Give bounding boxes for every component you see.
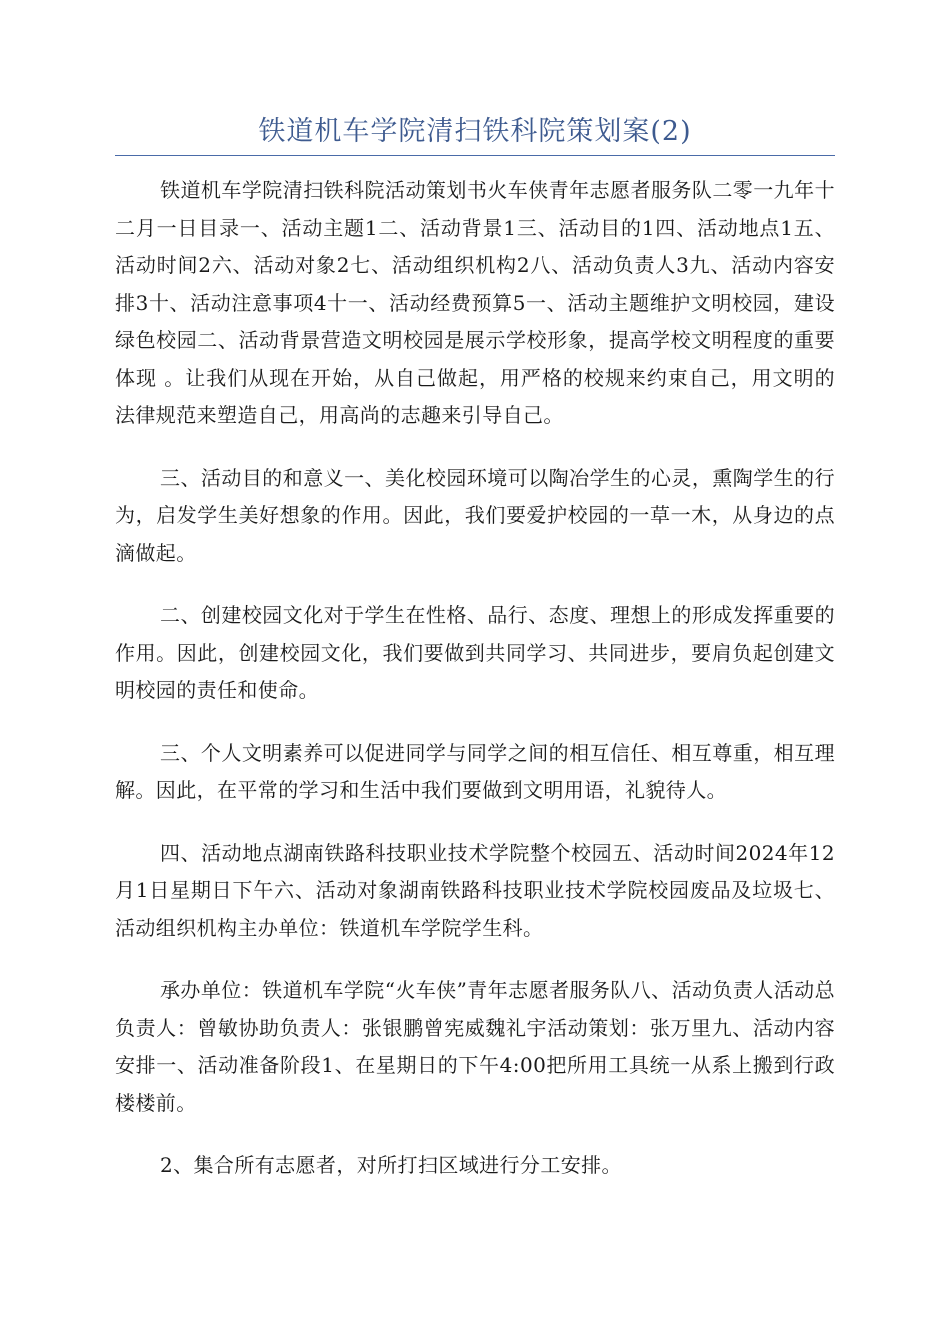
paragraph-campus-culture: 二、创建校园文化对于学生在性格、品行、态度、理想上的形成发挥重要的作用。因此，创建校园文化，我们要做到共同学习、共同进步，要肩负起创建文明校园的责任和使命。 xyxy=(115,603,835,702)
paragraph-volunteer-assignment: 2、集合所有志愿者，对所打扫区域进行分工安排。 xyxy=(160,1153,622,1177)
document-body xyxy=(115,172,835,1210)
paragraph-table-of-contents: 铁道机车学院清扫铁科院活动策划书火车侠青年志愿者服务队二零一九年十二月一日目录一、活动主题1二、活动背景1三、活动目的1四、活动地点1五、活动时间2六、活动对象2七、活动组织机构2八、活动负责人3九、活动内容安排3十、活动注意事项4十一、活动经费预算5一、活动主题维护文明校园，建设绿色校园二、活动背景营造文明校园是展示学校形象，提高学校文明程度的重要体现 。让我们从现在开始，从自己做起，用严格的校规来约束自己，用文明的法律规范来塑造自己，用高尚的志趣来引导自己。 xyxy=(115,178,835,427)
paragraph-organizers: 承办单位：铁道机车学院“火车侠”青年志愿者服务队八、活动负责人活动总负责人：曾敏协助负责人：张银鹏曾宪威魏礼宇活动策划：张万里九、活动内容安排一、活动准备阶段1、在星期日的下午4:00把所用工具统一从系上搬到行政楼楼前。 xyxy=(115,978,835,1115)
paragraph-personal-civility: 三、个人文明素养可以促进同学与同学之间的相互信任、相互尊重，相互理解。因此，在平常的学习和生活中我们要做到文明用语，礼貌待人。 xyxy=(115,740,835,802)
document-title: 铁道机车学院清扫铁科院策划案(2) xyxy=(258,116,692,147)
title-underline xyxy=(115,155,835,156)
paragraph-location-time: 四、活动地点湖南铁路科技职业技术学院整个校园五、活动时间2024年12月1日星期日下午六、活动对象湖南铁路科技职业技术学院校园废品及垃圾七、活动组织机构主办单位：铁道机车学院学生科。 xyxy=(115,840,835,940)
paragraph-activity-purpose: 三、活动目的和意义一、美化校园环境可以陶冶学生的心灵，熏陶学生的行为，启发学生美好想象的作用。因此，我们要爱护校园的一草一木，从身边的点滴做起。 xyxy=(115,465,835,565)
